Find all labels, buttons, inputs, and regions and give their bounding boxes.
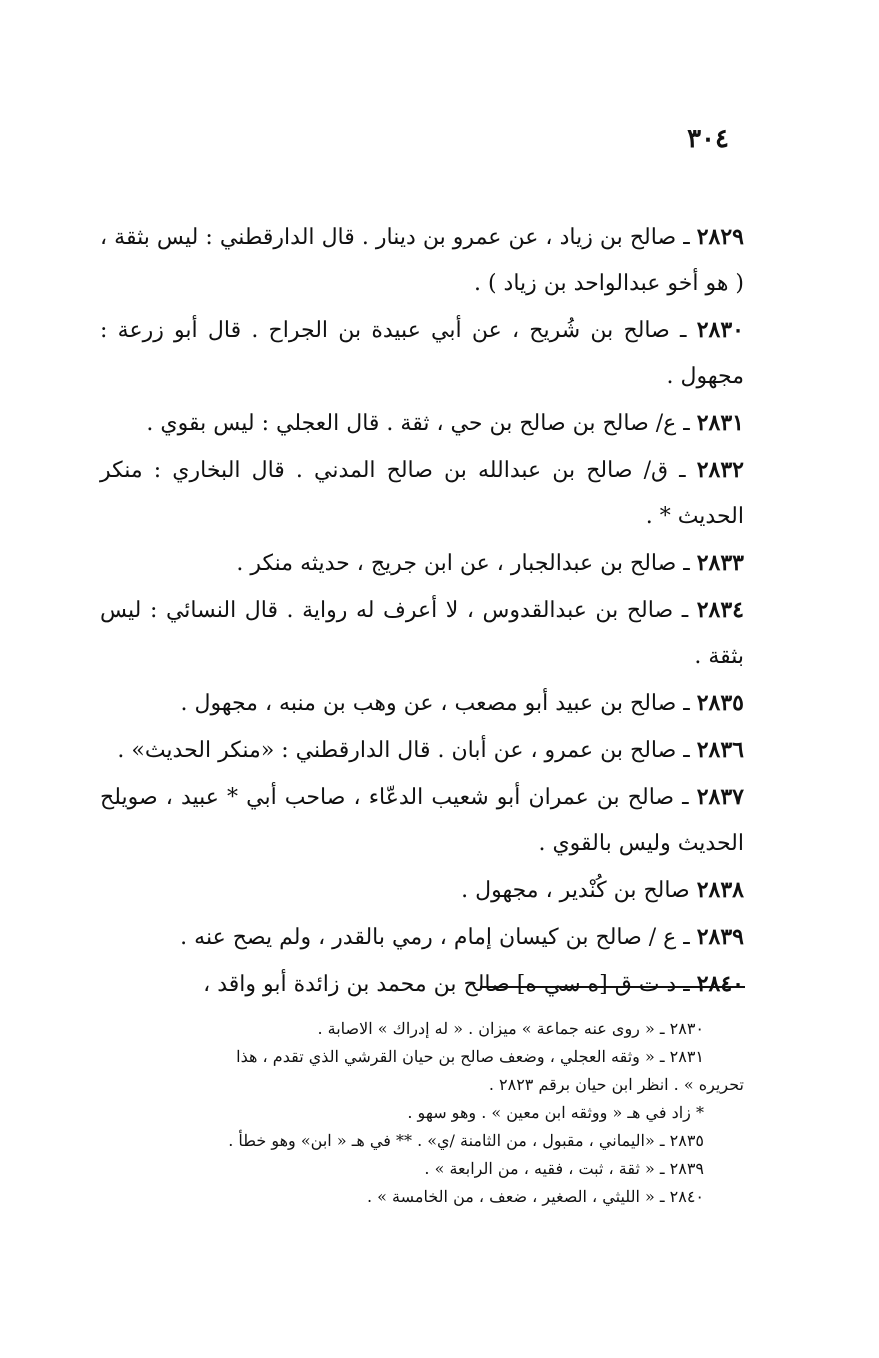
footnote: * زاد في هـ « ووثقه ابن معين » . وهو سهو . [407,1103,704,1122]
main-text [100,214,744,1008]
entry-text: ـ صالح بن عمرو ، عن أبان . قال الدارقطني : «منكر الحديث» . [117,738,697,763]
entry-2833 [100,540,744,587]
entry-text: ـ صالح بن عمران أبو شعيب الدعّاء ، صاحب أبي * عبيد ، صويلح الحديث وليس بالقوي . [100,785,744,856]
entry-2838 [100,867,744,914]
footnote: ٢٨٣٩ ـ « ثقة ، ثبت ، فقيه ، من الرابعة » . [424,1159,704,1178]
entry-number: ٢٨٣٤ [696,597,744,623]
entry-number: ٢٨٣٩ [696,924,744,950]
page-number: ٣٠٤ [687,124,729,154]
footnote: ٢٨٤٠ ـ « الليثي ، الصغير ، ضعف ، من الخامسة » . [367,1187,704,1206]
footnote: ٢٨٣٠ ـ « روى عنه جماعة » ميزان . « له إدراك » الاصابة . [317,1019,704,1038]
entry-2835 [100,680,744,727]
entry-2840 [100,961,744,1008]
entry-2832 [100,447,744,540]
entry-text: ـ صالح بن شُريح ، عن أبي عبيدة بن الجراح . قال أبو زرعة : مجهول . [100,318,744,389]
entry-number: ٢٨٤٠ [696,971,744,997]
footnote: ٢٨٣١ ـ « وثقه العجلي ، وضعف صالح بن حيان القرشي الذي تقدم ، هذا [236,1047,704,1066]
entry-text: ـ صالح بن عبدالجبار ، عن ابن جريج ، حديثه منكر . [236,551,697,576]
entry-2837 [100,774,744,867]
entry-text: صالح بن كُنْدير ، مجهول . [461,878,697,903]
entry-number: ٢٨٣٧ [696,784,744,810]
entry-number: ٢٨٣٠ [696,317,744,343]
entry-number: ٢٨٣٥ [696,690,744,716]
entry-number: ٢٨٢٩ [696,224,744,250]
entry-number: ٢٨٣٣ [696,550,744,576]
entry-2839 [100,914,744,961]
entry-number: ٢٨٣٦ [696,737,744,763]
entry-2836 [100,727,744,774]
entry-text: ـ د ت ق [ه سي ه] صالح بن محمد بن زائدة أبو واقد ، [203,972,697,997]
entry-2829 [100,214,744,307]
footnote: ٢٨٣٥ ـ «اليماني ، مقبول ، من الثامنة /ي» . ** في هـ « ابن» وهو خطأ . [228,1131,704,1150]
entry-text: ـ صالح بن عبيد أبو مصعب ، عن وهب بن منبه ، مجهول . [180,691,697,716]
entry-number: ٢٨٣٨ [696,877,744,903]
entry-text: ـ ع / صالح بن كيسان إمام ، رمي بالقدر ، ولم يصح عنه . [180,925,697,950]
entry-2830 [100,307,744,400]
entry-number: ٢٨٣١ [696,410,744,436]
footnote-continuation: تحريره » . انظر ابن حيان برقم ٢٨٢٣ . [488,1075,744,1094]
entry-text: ـ ع/ صالح بن صالح بن حي ، ثقة . قال العجلي : ليس بقوي . [146,411,697,436]
entry-text: ـ صالح بن عبدالقدوس ، لا أعرف له رواية . قال النسائي : ليس بثقة . [100,598,744,669]
entry-text: ـ ق/ صالح بن عبدالله بن صالح المدني . قال البخاري : منكر الحديث * . [100,458,744,529]
entry-2831 [100,400,744,447]
entry-2834 [100,587,744,680]
footnote-divider [480,986,745,988]
entry-number: ٢٨٣٢ [696,457,744,483]
entry-text: ـ صالح بن زياد ، عن عمرو بن دينار . قال الدارقطني : ليس بثقة ، ( هو أخو عبدالواحد بن زياد ) . [100,225,744,296]
footnotes [100,1015,744,1211]
